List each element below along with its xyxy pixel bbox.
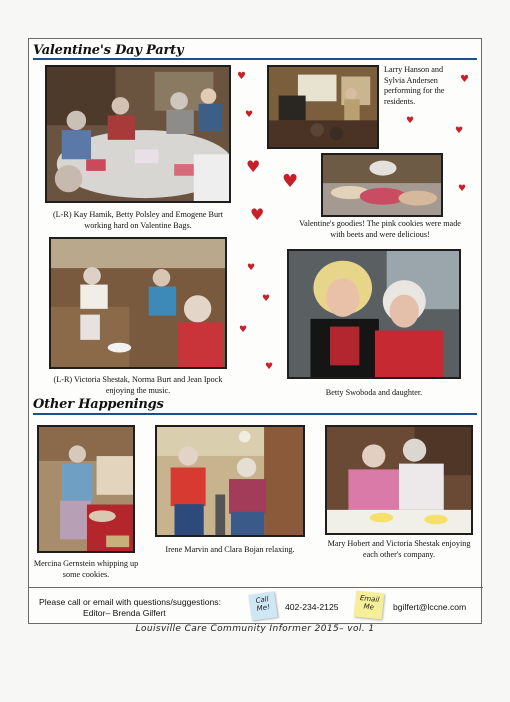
heart-icon: ♥	[239, 325, 248, 335]
heart-icon: ♥	[265, 362, 274, 372]
other-happenings-title: Other Happenings	[33, 397, 164, 412]
editor-line: Editor– Brenda Gilfert	[83, 608, 166, 618]
caption-mary-and-victoria: Mary Hobert and Victoria Shestak enjoying each other's company.	[327, 539, 471, 559]
heart-icon: ♥	[245, 110, 254, 120]
heart-icon: ♥	[458, 184, 467, 194]
section-rule-valentines	[33, 58, 477, 60]
publication-line: Louisville Care Community Informer 2015– vol. 1	[135, 624, 375, 634]
section-rule-other	[33, 413, 477, 415]
caption-irene-and-clara: Irene Marvin and Clara Bojan relaxing.	[165, 545, 295, 554]
contact-line: Please call or email with questions/suggestions:	[39, 597, 221, 607]
caption-valentine-bags: (L-R) Kay Hamik, Betty Polsley and Emogene Burt working hard on Valentine Bags.	[52, 210, 224, 230]
photo-goodies	[321, 153, 443, 217]
email-address[interactable]: bgilfert@lccne.com	[393, 602, 467, 612]
footer-contact	[29, 587, 483, 625]
caption-performers: Larry Hanson and Sylvia Andersen performing for the residents.	[384, 65, 445, 106]
photo-mary-and-victoria	[325, 425, 473, 535]
photo-mercina	[37, 425, 135, 553]
heart-icon: ♥	[460, 74, 469, 85]
photo-irene-and-clara	[155, 425, 305, 537]
caption-enjoying-music: (L-R) Victoria Shestak, Norma Burt and Jean Ipock enjoying the music.	[53, 375, 223, 395]
heart-icon: ♥	[237, 71, 246, 82]
email-me-sticky-note: Email Me	[354, 591, 385, 620]
photo-valentine-bags	[45, 65, 231, 203]
phone-number[interactable]: 402-234-2125	[285, 602, 339, 612]
heart-icon: ♥	[406, 116, 415, 126]
heart-icon: ♥	[246, 157, 261, 176]
valentines-section-title: Valentine's Day Party	[33, 43, 184, 58]
caption-goodies: Valentine's goodies! The pink cookies were made with beets and were delicious!	[299, 219, 461, 239]
heart-icon: ♥	[282, 171, 299, 192]
heart-icon: ♥	[262, 294, 271, 304]
photo-performers	[267, 65, 379, 149]
photo-betty-and-daughter	[287, 249, 461, 379]
heart-icon: ♥	[455, 126, 464, 136]
newsletter-page	[28, 38, 482, 624]
call-me-sticky-note: Call Me!	[248, 591, 277, 620]
heart-icon: ♥	[247, 263, 256, 273]
photo-enjoying-music	[49, 237, 227, 369]
caption-betty-and-daughter: Betty Swoboda and daughter.	[325, 388, 423, 397]
caption-mercina: Mercina Gernstein whipping up some cookies.	[33, 559, 139, 579]
heart-icon: ♥	[250, 205, 265, 224]
